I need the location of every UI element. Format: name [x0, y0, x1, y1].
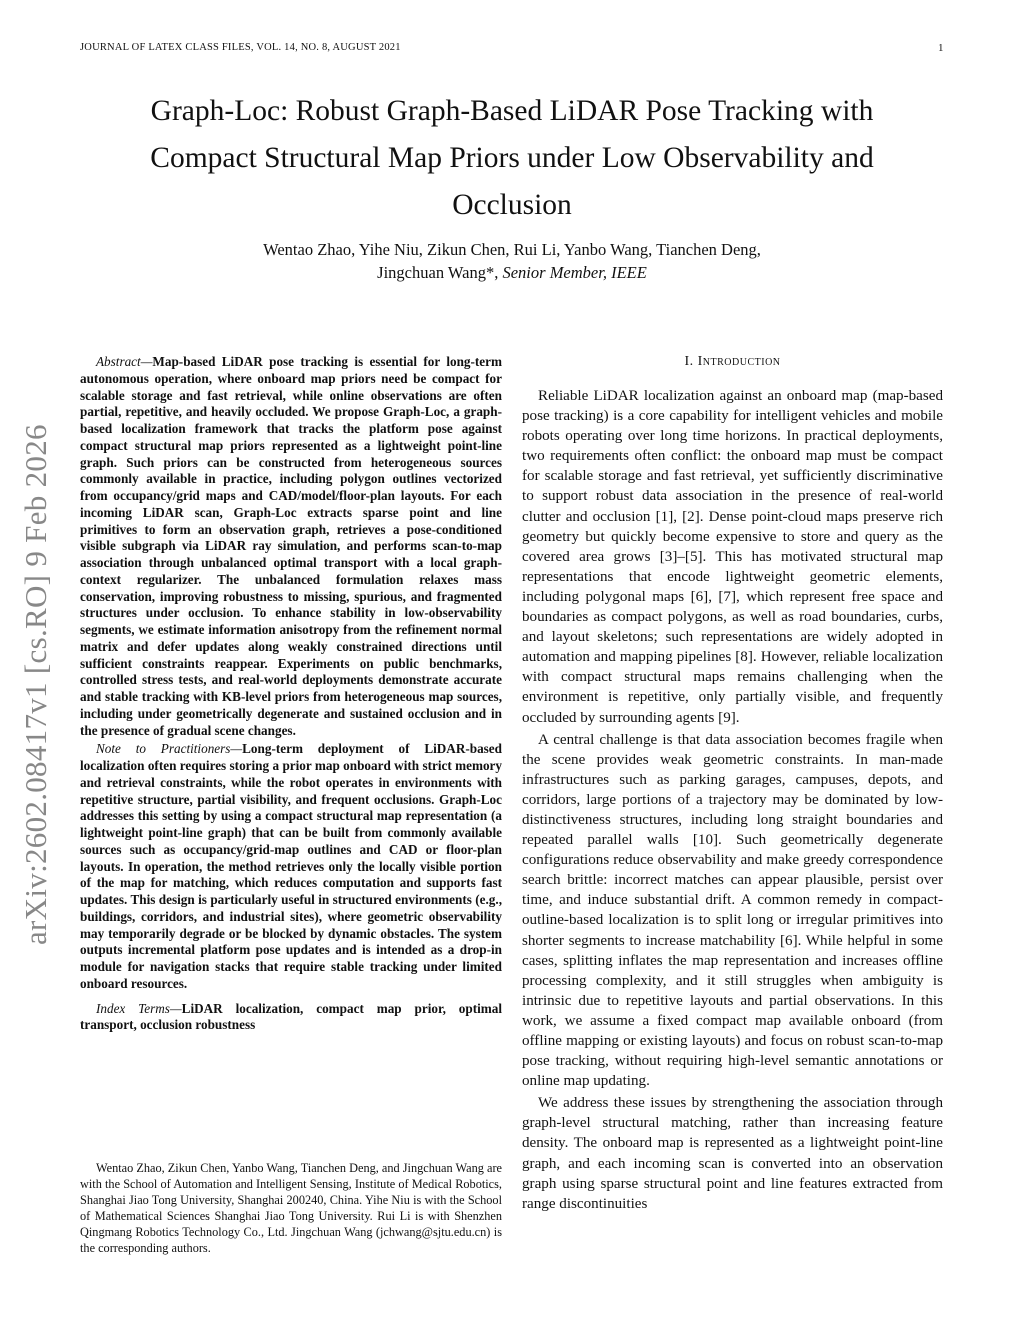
note-text: Long-term deployment of LiDAR-based localization often requires storing a prior map onboard with strict memory and retrieval constraints, while the robot operates in environments with repetitive structure, partial visibility, and frequent occlusions. Graph-Loc addresses this setting by using a compact structural map representation (a lightweight point-line graph) that can be built from commonly available sources such as occupancy/grid-map outlines and CAD or floor-plan layouts. In operation, the method retrieves only the locally visible portion of the map for matching, which reduces computation and supports fast updates. This design is particularly useful in structured environments (e.g., buildings, corridors, and industrial sites), where geometric observability may temporarily degrade or be blocked by dynamic obstacles. The system outputs incremental platform pose updates and is intended as a drop-in module for navigation stacks that require stable tracking under limited onboard resources. [80, 741, 502, 991]
right-column [522, 352, 943, 1216]
intro-paragraph-3: We address these issues by strengthening the association through graph-level structural matching, rather than increasing feature density. The onboard map is represented as a lightweight point-line graph, and each incoming scan is converted into an observation graph using sparse structural point and line features extracted from range discontinuities [522, 1095, 943, 1212]
authors-line-1: Wentao Zhao, Yihe Niu, Zikun Chen, Rui Li, Yanbo Wang, Tianchen Deng, [263, 240, 761, 259]
running-head: JOURNAL OF LATEX CLASS FILES, VOL. 14, NO. 8, AUGUST 2021 [80, 42, 401, 53]
note-label: Note to Practitioners— [96, 741, 243, 757]
abstract [80, 354, 502, 739]
abstract-text: Map-based LiDAR pose tracking is essential for long-term autonomous operation, where onboard map priors need be compact for scalable storage and fast retrieval, while online observations are often partial, repetitive, and heavily occluded. We propose Graph-Loc, a graph-based localization framework that tracks the platform pose against compact structural map priors represented as a lightweight point-line graph. Such priors can be constructed from heterogeneous sources commonly available in practice, including polygon outlines vectorized from occupancy/grid maps and CAD/model/floor-plan layouts. For each incoming LiDAR scan, Graph-Loc extracts sparse point and line primitives to form an observation graph, retrieves a pose-conditioned visible subgraph via LiDAR ray simulation, and performs scan-to-map association through unbalanced optimal transport with a local graph-context regularizer. The unbalanced formulation relaxes mass conservation, improving robustness to missing, spurious, and fragmented structures under occlusion. To enhance stability in low-observability segments, we estimate information anisotropy from the refinement normal matrix and defer updates along weakly constrained directions until sufficient constraints reappear. Experiments on public benchmarks, controlled stress tests, and real-world deployments demonstrate accurate and stable tracking with KB-level priors from heterogeneous map sources, including under geometrically degenerate and sustained occlusion and in the presence of gradual scene changes. [80, 354, 502, 738]
section-number: I. [684, 354, 694, 369]
intro-paragraph-1: Reliable LiDAR localization against an onboard map (map-based pose tracking) is a core capability for intelligent vehicles and mobile robots operating over long time horizons. In practical deployments, two requirements often conflict: the onboard map must be compact for scalable storage and fast retrieval, yet sufficiently discriminative to support robust data association in the presence of real-world clutter and occlusion [1], [2]. Dense point-cloud maps preserve rich geometry but quickly become expensive to store and query as the covered area grows [3]–[5]. This has motivated structural map representations that encode lightweight geometric elements, including polygonal maps [6], [7], which represent free space and boundaries as compact polygons, as well as road boundaries, curbs, and layout skeletons; such representations are widely adopted in automation and mapping pipelines [8]. However, reliable localization with compact structural maps remains challenging when the environment is repetitive, only partially visible, and frequently occluded by surrounding agents [9]. [522, 388, 943, 726]
author-membership: Senior Member, IEEE [502, 263, 647, 282]
section-title: Introduction [697, 354, 781, 369]
abstract-label: Abstract— [96, 354, 153, 369]
section-heading-introduction [522, 354, 943, 370]
corresponding-author: Jingchuan Wang*, [377, 263, 499, 282]
note-to-practitioners [80, 741, 502, 992]
index-terms-text: LiDAR localization, compact map prior, optimal transport, occlusion robustness [80, 1000, 503, 1033]
authors-line-2 [100, 261, 924, 284]
affiliation-footnote: Wentao Zhao, Zikun Chen, Yanbo Wang, Tianchen Deng, and Jingchuan Wang are with the School of Automation and Intelligent Sensing, Institute of Medical Robotics, Shanghai Jiao Tong University, Shanghai 200240, China. Yihe Niu is with the School of Mathematical Sciences Shanghai Jiao Tong University. Rui Li is with Shenzhen Qingmang Robotics Technology Co., Ltd. Jingchuan Wang (jchwang@sjtu.edu.cn) is the corresponding authors. [80, 1161, 502, 1255]
index-terms [80, 1001, 502, 1035]
index-terms-label: Index Terms— [96, 1000, 182, 1016]
paper-title: Graph-Loc: Robust Graph-Based LiDAR Pose Tracking with Compact Structural Map Priors under Low Observability and Occlusion [150, 95, 874, 221]
left-column [80, 354, 502, 1036]
arxiv-identifier-stamp: arXiv:2602.08417v1 [cs.RO] 9 Feb 2026 [18, 424, 53, 945]
author-list [100, 238, 924, 284]
intro-paragraph-2: A central challenge is that data association becomes fragile when the scene provides weak geometric constraints. In man-made infrastructures such as parking garages, campuses, depots, and corridors, large portions of a trajectory may be dominated by low-distinctiveness structures, including long straight boundaries and repeated parallel walls [10]. Such geometrically degenerate configurations reduce observability and make greedy correspondence search brittle: incorrect matches can appear plausible, persist over time, and induce substantial drift. A common remedy in compact-outline-based localization is to split long or irregular primitives into shorter segments to increase matchability [6]. While helpful in some cases, splitting inflates the map representation and increases offline processing complexity, and it still struggles when ambiguity is intrinsic due to repetitive layouts and partial observations. In this work, we assume a fixed compact map available onboard (from offline mapping or existing layouts) and focus on robust scan-to-map pose tracking, without requiring high-level semantic annotations or online map updating. [522, 731, 943, 1090]
page-number: 1 [938, 42, 944, 54]
